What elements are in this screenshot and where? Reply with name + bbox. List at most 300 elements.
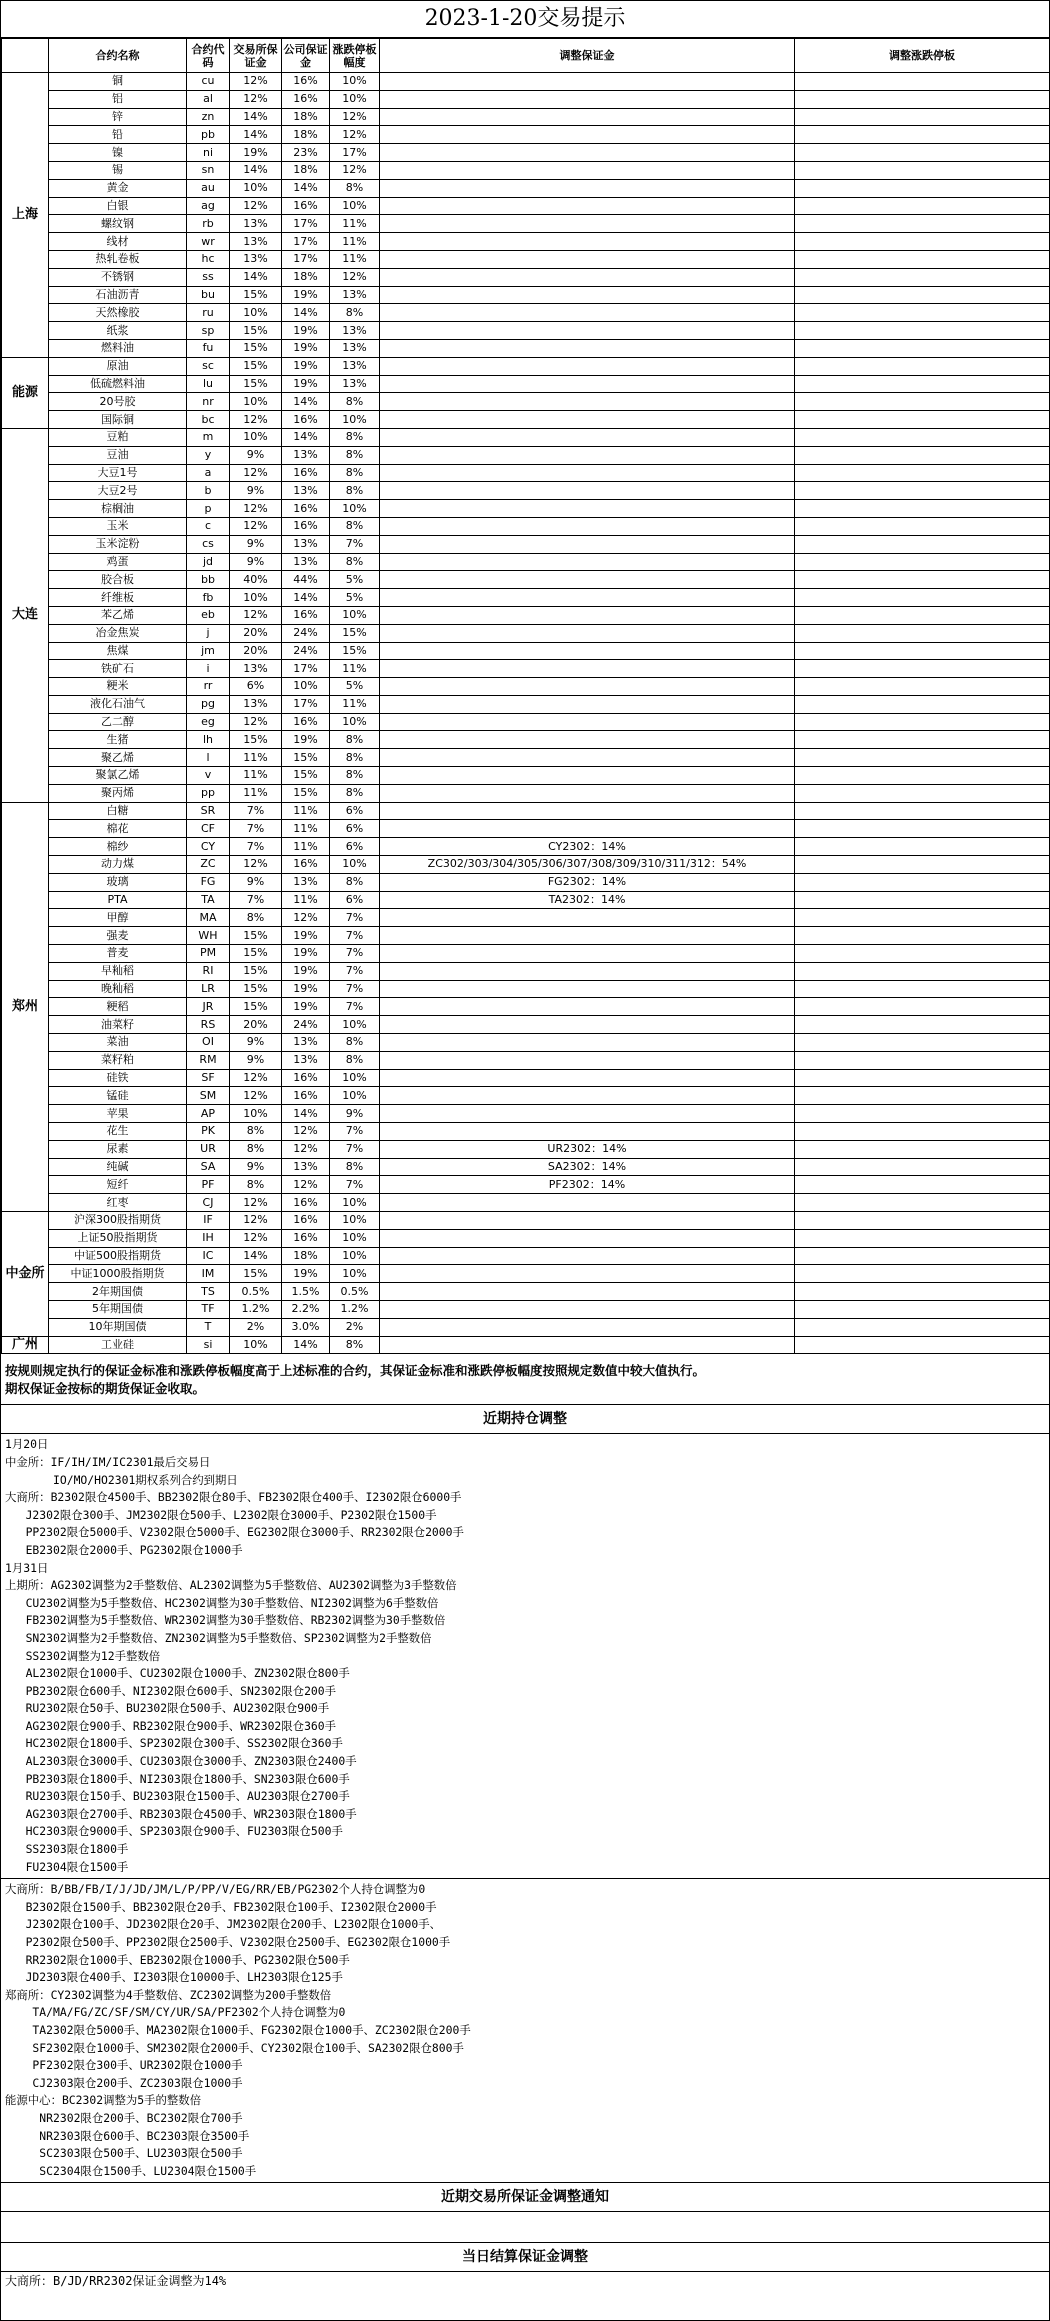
exchange-margin-cell: 12% (230, 606, 282, 624)
adjust-margin-cell (380, 1212, 795, 1230)
contract-name-cell: 大豆1号 (49, 464, 187, 482)
contract-name-cell: 晚籼稻 (49, 980, 187, 998)
exchange-margin-cell: 7% (230, 891, 282, 909)
contract-code-cell: MA (187, 909, 230, 927)
contract-name-cell: 中证1000股指期货 (49, 1265, 187, 1283)
table-row (2, 909, 1050, 927)
table-row (2, 606, 1050, 624)
exchange-margin-cell: 10% (230, 393, 282, 411)
contract-name-cell: PTA (49, 891, 187, 909)
table-row (2, 802, 1050, 820)
contract-name-cell: 锡 (49, 161, 187, 179)
adjust-margin-cell: ZC302/303/304/305/306/307/308/309/310/311/312：54% (380, 856, 795, 874)
table-row (2, 1247, 1050, 1265)
adjust-margin-cell (380, 73, 795, 91)
exchange-margin-cell: 12% (230, 73, 282, 91)
company-margin-cell: 15% (282, 749, 330, 767)
exchange-margin-cell: 1.2% (230, 1300, 282, 1318)
position-line: AL2303限仓3000手、CU2303限仓3000手、ZN2303限仓2400手 (5, 1754, 357, 1769)
adjust-margin-cell (380, 624, 795, 642)
position-line: PP2302限仓5000手、V2302限仓5000手、EG2302限仓3000手、RR2302限仓2000手 (5, 1525, 464, 1540)
position-line: RU2302限仓50手、BU2302限仓500手、AU2302限仓900手 (5, 1701, 330, 1716)
company-margin-cell: 14% (282, 179, 330, 197)
position-line: 中金所：IF/IH/IM/IC2301最后交易日 (5, 1454, 211, 1469)
adjust-margin-cell (380, 909, 795, 927)
contract-name-cell: 10年期国债 (49, 1318, 187, 1336)
contract-name-cell: 冶金焦炭 (49, 624, 187, 642)
table-row (2, 179, 1050, 197)
adjust-limit-cell (795, 482, 1050, 500)
adjust-margin-cell: UR2302：14% (380, 1140, 795, 1158)
table-row (2, 891, 1050, 909)
position-line: 上期所：AG2302调整为2手整数倍、AL2302调整为5手整数倍、AU2302调整为3手整数倍 (5, 1578, 457, 1593)
adjust-margin-cell (380, 535, 795, 553)
contract-code-cell: IF (187, 1212, 230, 1230)
company-margin-cell: 16% (282, 606, 330, 624)
contract-code-cell: si (187, 1336, 230, 1354)
limit-cell: 17% (330, 144, 380, 162)
company-margin-cell: 12% (282, 1176, 330, 1194)
company-margin-cell: 16% (282, 856, 330, 874)
table-row (2, 1016, 1050, 1034)
contract-name-cell: 20号胶 (49, 393, 187, 411)
table-row (2, 126, 1050, 144)
position-line: TA2302限仓5000手、MA2302限仓1000手、FG2302限仓1000手、ZC2302限仓200手 (5, 2022, 471, 2037)
exchange-margin-cell: 10% (230, 428, 282, 446)
adjust-margin-cell (380, 678, 795, 696)
adjust-margin-cell (380, 90, 795, 108)
adjust-limit-cell (795, 731, 1050, 749)
table-row (2, 713, 1050, 731)
positions-title: 近期持仓调整 (1, 1405, 1049, 1434)
company-margin-cell: 19% (282, 322, 330, 340)
limit-cell: 11% (330, 660, 380, 678)
contract-code-cell: RI (187, 962, 230, 980)
adjust-margin-cell: CY2302：14% (380, 838, 795, 856)
adjust-margin-cell (380, 1283, 795, 1301)
exchange-cell: 能源 (2, 357, 49, 428)
contract-code-cell: bu (187, 286, 230, 304)
exchange-margin-cell: 10% (230, 304, 282, 322)
adjust-margin-cell (380, 304, 795, 322)
limit-cell: 13% (330, 339, 380, 357)
adjust-limit-cell (795, 1087, 1050, 1105)
contract-code-cell: eg (187, 713, 230, 731)
limit-cell: 15% (330, 624, 380, 642)
positions-block-b (1, 1879, 1049, 2183)
adjust-limit-cell (795, 980, 1050, 998)
contract-code-cell: pp (187, 784, 230, 802)
exchange-margin-cell: 12% (230, 856, 282, 874)
table-row (2, 1194, 1050, 1212)
contract-name-cell: 铜 (49, 73, 187, 91)
exchange-margin-cell: 14% (230, 1247, 282, 1265)
company-margin-cell: 3.0% (282, 1318, 330, 1336)
position-line: 能源中心：BC2302调整为5手的整数倍 (5, 2093, 202, 2108)
contract-name-cell: 聚丙烯 (49, 784, 187, 802)
adjust-limit-cell (795, 233, 1050, 251)
position-line: 大商所：B/BB/FB/I/J/JD/JM/L/P/PP/V/EG/RR/EB/PG2302个人持仓调整为0 (5, 1882, 426, 1897)
exchange-margin-cell: 10% (230, 589, 282, 607)
limit-cell: 11% (330, 215, 380, 233)
header-name: 合约名称 (49, 39, 187, 73)
contract-name-cell: 线材 (49, 233, 187, 251)
position-line: PF2302限仓300手、UR2302限仓1000手 (5, 2058, 243, 2073)
contract-name-cell: 不锈钢 (49, 268, 187, 286)
company-margin-cell: 17% (282, 660, 330, 678)
limit-cell: 11% (330, 695, 380, 713)
adjust-limit-cell (795, 1051, 1050, 1069)
limit-cell: 10% (330, 1229, 380, 1247)
contract-code-cell: j (187, 624, 230, 642)
margin-notice-body (1, 2212, 1049, 2243)
table-row (2, 446, 1050, 464)
company-margin-cell: 19% (282, 945, 330, 963)
adjust-margin-cell (380, 1016, 795, 1034)
table-row (2, 731, 1050, 749)
contract-code-cell: b (187, 482, 230, 500)
contract-code-cell: i (187, 660, 230, 678)
exchange-cell: 广州 (2, 1336, 49, 1354)
exchange-cell: 上海 (2, 73, 49, 358)
position-line: 1月31日 (5, 1560, 49, 1575)
table-row (2, 945, 1050, 963)
exchange-cell: 中金所 (2, 1212, 49, 1337)
limit-cell: 1.2% (330, 1300, 380, 1318)
company-margin-cell: 16% (282, 197, 330, 215)
position-line: RR2302限仓1000手、EB2302限仓1000手、PG2302限仓500手 (5, 1952, 350, 1967)
limit-cell: 5% (330, 589, 380, 607)
exchange-margin-cell: 12% (230, 1194, 282, 1212)
contract-code-cell: zn (187, 108, 230, 126)
contract-name-cell: 苯乙烯 (49, 606, 187, 624)
exchange-margin-cell: 0.5% (230, 1283, 282, 1301)
contract-code-cell: CJ (187, 1194, 230, 1212)
company-margin-cell: 14% (282, 589, 330, 607)
exchange-margin-cell: 2% (230, 1318, 282, 1336)
contract-code-cell: SM (187, 1087, 230, 1105)
header-code: 合约代码 (187, 39, 230, 73)
contract-name-cell: 焦煤 (49, 642, 187, 660)
table-row (2, 838, 1050, 856)
position-line: 1月20日 (5, 1437, 49, 1452)
company-margin-cell: 19% (282, 1265, 330, 1283)
exchange-margin-cell: 12% (230, 1087, 282, 1105)
exchange-margin-cell: 9% (230, 1051, 282, 1069)
contract-name-cell: 国际铜 (49, 411, 187, 429)
company-margin-cell: 2.2% (282, 1300, 330, 1318)
adjust-margin-cell (380, 1265, 795, 1283)
adjust-margin-cell (380, 1318, 795, 1336)
exchange-margin-cell: 10% (230, 179, 282, 197)
exchange-margin-cell: 9% (230, 873, 282, 891)
adjust-limit-cell (795, 1212, 1050, 1230)
contract-name-cell: 普麦 (49, 945, 187, 963)
exchange-margin-cell: 9% (230, 1034, 282, 1052)
adjust-limit-cell (795, 197, 1050, 215)
adjust-margin-cell (380, 286, 795, 304)
position-line: EB2302限仓2000手、PG2302限仓1000手 (5, 1542, 243, 1557)
table-row (2, 144, 1050, 162)
company-margin-cell: 19% (282, 962, 330, 980)
exchange-margin-cell: 12% (230, 411, 282, 429)
table-row (2, 517, 1050, 535)
table-row (2, 642, 1050, 660)
header-exchange (2, 39, 49, 73)
adjust-limit-cell (795, 891, 1050, 909)
company-margin-cell: 19% (282, 980, 330, 998)
exchange-margin-cell: 7% (230, 802, 282, 820)
contract-name-cell: 锌 (49, 108, 187, 126)
table-row (2, 1229, 1050, 1247)
contract-name-cell: 上证50股指期货 (49, 1229, 187, 1247)
contract-name-cell: 玉米淀粉 (49, 535, 187, 553)
contract-code-cell: UR (187, 1140, 230, 1158)
adjust-margin-cell (380, 767, 795, 785)
limit-cell: 8% (330, 767, 380, 785)
company-margin-cell: 19% (282, 357, 330, 375)
company-margin-cell: 13% (282, 1158, 330, 1176)
exchange-margin-cell: 13% (230, 233, 282, 251)
adjust-margin-cell (380, 108, 795, 126)
contract-code-cell: FG (187, 873, 230, 891)
adjust-limit-cell (795, 250, 1050, 268)
company-margin-cell: 16% (282, 1229, 330, 1247)
limit-cell: 10% (330, 1265, 380, 1283)
position-line: PB2303限仓1800手、NI2303限仓1800手、SN2303限仓600手 (5, 1771, 350, 1786)
position-line: IO/MO/HO2301期权系列合约到期日 (5, 1472, 238, 1487)
table-row (2, 1105, 1050, 1123)
table-row (2, 927, 1050, 945)
table-row (2, 375, 1050, 393)
contract-code-cell: jd (187, 553, 230, 571)
exchange-margin-cell: 11% (230, 784, 282, 802)
adjust-limit-cell (795, 1283, 1050, 1301)
adjust-margin-cell (380, 802, 795, 820)
company-margin-cell: 16% (282, 464, 330, 482)
contract-name-cell: 大豆2号 (49, 482, 187, 500)
exchange-margin-cell: 14% (230, 268, 282, 286)
table-row (2, 962, 1050, 980)
exchange-margin-cell: 15% (230, 962, 282, 980)
position-line: NR2302限仓200手、BC2302限仓700手 (5, 2110, 243, 2125)
table-row (2, 215, 1050, 233)
adjust-limit-cell (795, 802, 1050, 820)
adjust-margin-cell (380, 215, 795, 233)
company-margin-cell: 17% (282, 215, 330, 233)
exchange-margin-cell: 9% (230, 482, 282, 500)
contract-code-cell: LR (187, 980, 230, 998)
exchange-margin-cell: 8% (230, 1176, 282, 1194)
limit-cell: 8% (330, 179, 380, 197)
adjust-limit-cell (795, 1265, 1050, 1283)
company-margin-cell: 16% (282, 517, 330, 535)
position-line: RU2303限仓150手、BU2303限仓1500手、AU2303限仓2700手 (5, 1789, 350, 1804)
contract-code-cell: nr (187, 393, 230, 411)
adjust-limit-cell (795, 767, 1050, 785)
exchange-margin-cell: 14% (230, 126, 282, 144)
adjust-margin-cell (380, 161, 795, 179)
position-line: SC2303限仓500手、LU2303限仓500手 (5, 2146, 243, 2161)
exchange-margin-cell: 13% (230, 250, 282, 268)
limit-cell: 8% (330, 1158, 380, 1176)
adjust-margin-cell (380, 1247, 795, 1265)
table-row (2, 873, 1050, 891)
adjust-limit-cell (795, 624, 1050, 642)
positions-list-a (5, 1436, 1049, 1876)
table-row (2, 1336, 1050, 1354)
exchange-margin-cell: 14% (230, 108, 282, 126)
contract-code-cell: SA (187, 1158, 230, 1176)
company-margin-cell: 14% (282, 393, 330, 411)
adjust-margin-cell (380, 731, 795, 749)
adjust-margin-cell (380, 339, 795, 357)
contract-code-cell: v (187, 767, 230, 785)
company-margin-cell: 17% (282, 695, 330, 713)
adjust-limit-cell (795, 642, 1050, 660)
adjust-margin-cell (380, 1123, 795, 1141)
positions-block (1, 1434, 1049, 1879)
position-line: P2302限仓500手、PP2302限仓2500手、V2302限仓2500手、EG2302限仓1000手 (5, 1935, 451, 1949)
header-adjust-limit: 调整涨跌停板 (795, 39, 1050, 73)
adjust-margin-cell (380, 393, 795, 411)
limit-cell: 9% (330, 1105, 380, 1123)
exchange-margin-cell: 9% (230, 553, 282, 571)
exchange-margin-cell: 10% (230, 1336, 282, 1354)
position-line: SS2302调整为12手整数倍 (5, 1648, 161, 1663)
limit-cell: 8% (330, 464, 380, 482)
adjust-limit-cell (795, 945, 1050, 963)
adjust-limit-cell (795, 1016, 1050, 1034)
limit-cell: 13% (330, 375, 380, 393)
header-limit: 涨跌停板幅度 (330, 39, 380, 73)
contract-code-cell: TF (187, 1300, 230, 1318)
table-row (2, 1265, 1050, 1283)
adjust-limit-cell (795, 571, 1050, 589)
company-margin-cell: 17% (282, 233, 330, 251)
adjust-margin-cell (380, 962, 795, 980)
company-margin-cell: 16% (282, 1069, 330, 1087)
contract-name-cell: 聚氯乙烯 (49, 767, 187, 785)
limit-cell: 7% (330, 927, 380, 945)
contract-name-cell: 白银 (49, 197, 187, 215)
table-row (2, 998, 1050, 1016)
exchange-margin-cell: 20% (230, 624, 282, 642)
company-margin-cell: 19% (282, 286, 330, 304)
adjust-margin-cell: PF2302：14% (380, 1176, 795, 1194)
table-row (2, 695, 1050, 713)
limit-cell: 6% (330, 802, 380, 820)
contract-name-cell: 纤维板 (49, 589, 187, 607)
adjust-limit-cell (795, 1229, 1050, 1247)
table-row (2, 1283, 1050, 1301)
contract-name-cell: 铁矿石 (49, 660, 187, 678)
exchange-margin-cell: 14% (230, 161, 282, 179)
adjust-margin-cell (380, 322, 795, 340)
limit-cell: 8% (330, 428, 380, 446)
adjust-limit-cell (795, 161, 1050, 179)
adjust-margin-cell (380, 1194, 795, 1212)
adjust-limit-cell (795, 1105, 1050, 1123)
limit-cell: 8% (330, 482, 380, 500)
limit-cell: 10% (330, 411, 380, 429)
contract-name-cell: 沪深300股指期货 (49, 1212, 187, 1230)
adjust-limit-cell (795, 1158, 1050, 1176)
limit-cell: 5% (330, 571, 380, 589)
contract-name-cell: 原油 (49, 357, 187, 375)
limit-cell: 7% (330, 998, 380, 1016)
contract-code-cell: p (187, 500, 230, 518)
table-row (2, 90, 1050, 108)
exchange-margin-cell: 20% (230, 1016, 282, 1034)
adjust-margin-cell (380, 660, 795, 678)
adjust-margin-cell (380, 980, 795, 998)
exchange-margin-cell: 8% (230, 909, 282, 927)
position-line: FB2302调整为5手整数倍、WR2302调整为30手整数倍、RB2302调整为30手整数倍 (5, 1613, 446, 1628)
limit-cell: 12% (330, 108, 380, 126)
contract-name-cell: 棉花 (49, 820, 187, 838)
adjust-margin-cell (380, 233, 795, 251)
company-margin-cell: 19% (282, 927, 330, 945)
table-row (2, 357, 1050, 375)
company-margin-cell: 24% (282, 624, 330, 642)
table-row (2, 980, 1050, 998)
contract-code-cell: pg (187, 695, 230, 713)
company-margin-cell: 19% (282, 339, 330, 357)
exchange-margin-cell: 7% (230, 820, 282, 838)
contract-code-cell: c (187, 517, 230, 535)
position-line: AL2302限仓1000手、CU2302限仓1000手、ZN2302限仓800手 (5, 1666, 350, 1681)
exchange-margin-cell: 15% (230, 286, 282, 304)
limit-cell: 8% (330, 784, 380, 802)
adjust-margin-cell (380, 571, 795, 589)
exchange-margin-cell: 11% (230, 767, 282, 785)
limit-cell: 8% (330, 749, 380, 767)
contract-code-cell: l (187, 749, 230, 767)
limit-cell: 10% (330, 1194, 380, 1212)
contract-name-cell: 玉米 (49, 517, 187, 535)
table-row (2, 749, 1050, 767)
contract-name-cell: 红枣 (49, 1194, 187, 1212)
contract-code-cell: ni (187, 144, 230, 162)
exchange-margin-cell: 15% (230, 357, 282, 375)
exchange-cell: 大连 (2, 428, 49, 802)
limit-cell: 7% (330, 1123, 380, 1141)
contract-code-cell: sp (187, 322, 230, 340)
company-margin-cell: 12% (282, 1123, 330, 1141)
adjust-limit-cell (795, 375, 1050, 393)
contract-code-cell: jm (187, 642, 230, 660)
position-line: SC2304限仓1500手、LU2304限仓1500手 (5, 2163, 257, 2178)
adjust-margin-cell (380, 1087, 795, 1105)
adjust-margin-cell (380, 411, 795, 429)
position-line: 大商所：B2302限仓4500手、BB2302限仓80手、FB2302限仓400手、I2302限仓6000手 (5, 1490, 462, 1505)
exchange-margin-cell: 15% (230, 980, 282, 998)
table-row (2, 553, 1050, 571)
table-row (2, 339, 1050, 357)
exchange-margin-cell: 15% (230, 375, 282, 393)
table-row (2, 571, 1050, 589)
limit-cell: 7% (330, 909, 380, 927)
table-row (2, 1212, 1050, 1230)
adjust-margin-cell: SA2302：14% (380, 1158, 795, 1176)
exchange-margin-cell: 13% (230, 215, 282, 233)
company-margin-cell: 19% (282, 998, 330, 1016)
contract-code-cell: IM (187, 1265, 230, 1283)
contract-name-cell: 燃料油 (49, 339, 187, 357)
limit-cell: 2% (330, 1318, 380, 1336)
position-line: SS2303限仓1800手 (5, 1842, 129, 1857)
